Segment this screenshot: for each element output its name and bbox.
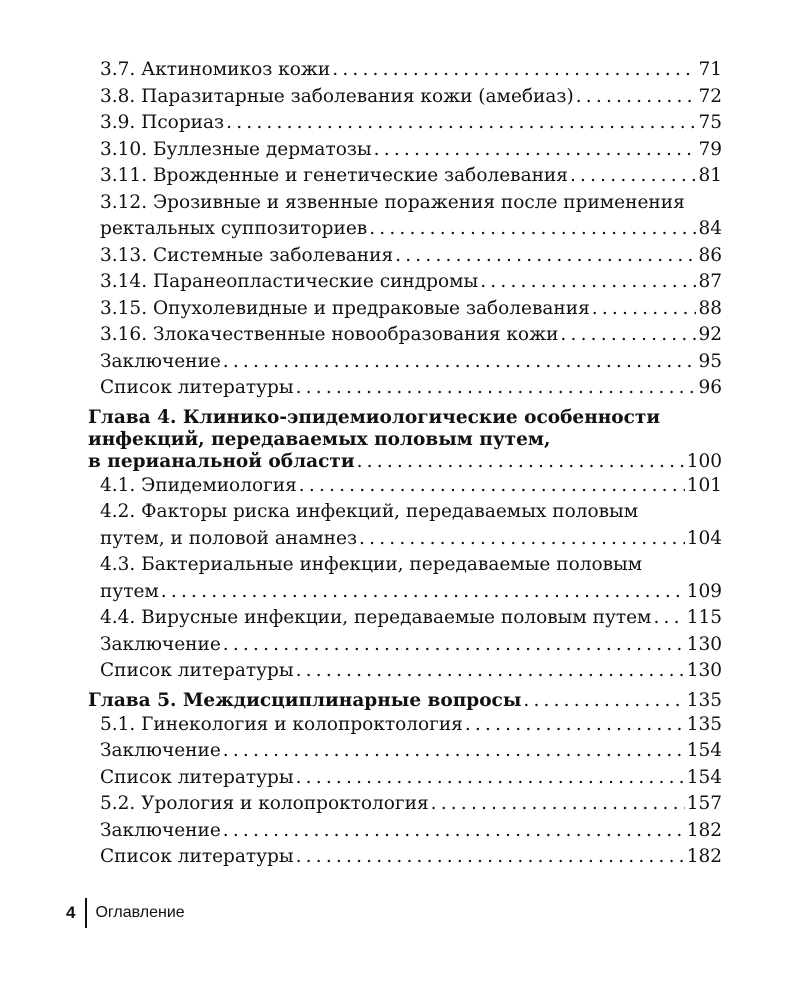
toc-page-number: 135 [686, 713, 722, 735]
toc-entry-line [100, 216, 722, 243]
toc-entry-line [100, 738, 722, 765]
toc-entry-line [100, 243, 722, 270]
toc-page-number: 96 [698, 377, 722, 398]
toc-entry-title: 4.1. Эпидемиология [100, 474, 297, 496]
dot-leader [359, 526, 685, 553]
toc-page-number: 157 [686, 793, 722, 814]
toc-entry-line [100, 322, 722, 349]
dot-leader [523, 690, 684, 712]
toc-entry-title-line: 4.2. Факторы риска инфекций, передаваемых половым [100, 501, 639, 522]
toc-entry[interactable] [100, 190, 722, 243]
toc-entry-title: Заключение [100, 633, 221, 655]
toc-entry[interactable] [100, 243, 722, 270]
toc-entry[interactable] [100, 163, 722, 190]
dot-leader [570, 163, 697, 190]
toc-entry[interactable] [100, 632, 722, 659]
toc-page-number: 100 [686, 450, 722, 472]
toc-entry-line [100, 579, 722, 606]
toc-entry-title: Список литературы [100, 377, 294, 398]
toc-entry-title-line: Глава 4. Клинико-эпидемиологические особенности [88, 406, 661, 428]
dot-leader [576, 84, 697, 111]
dot-leader [480, 269, 696, 296]
toc-entry-line [88, 451, 722, 473]
dot-leader [161, 579, 685, 606]
toc-chapter-entry[interactable] [88, 690, 722, 712]
toc-page-number: 101 [686, 474, 722, 496]
toc-entry[interactable] [100, 844, 722, 871]
dot-leader [223, 349, 697, 376]
toc-entry[interactable] [100, 322, 722, 349]
toc-entry-title: 4.4. Вирусные инфекции, передаваемые половым путем [100, 607, 652, 628]
toc-page-number: 86 [698, 244, 722, 266]
toc-page-number: 81 [698, 165, 722, 186]
toc-entry-title: ректальных суппозиториев [100, 218, 368, 239]
toc-entry-title: Глава 5. Междисциплинарные вопросы [88, 689, 522, 711]
toc-entry-title: 3.11. Врожденные и генетические заболевания [100, 165, 568, 186]
toc-entry-title: путем, и половой анамнез [100, 527, 358, 549]
toc-entry-line [100, 473, 722, 500]
toc-entry-title: 5.1. Гинекология и колопроктология [100, 713, 463, 735]
toc-entry-line [100, 844, 722, 871]
dot-leader [223, 818, 685, 845]
toc-entry-line [100, 349, 722, 376]
toc-entry[interactable] [100, 765, 722, 792]
toc-page-number: 79 [698, 138, 722, 160]
toc-entry[interactable] [100, 712, 722, 739]
dot-leader [332, 57, 696, 84]
dot-leader [299, 473, 685, 500]
toc-entry[interactable] [100, 473, 722, 500]
page-footer [66, 898, 185, 928]
toc-entry-title: Заключение [100, 350, 221, 372]
dot-leader [592, 296, 697, 323]
toc-entry-line [100, 84, 722, 111]
toc-page-number: 72 [698, 85, 722, 107]
toc-entry-line [100, 57, 722, 84]
toc-page-number: 88 [698, 297, 722, 319]
dot-leader [395, 243, 696, 270]
toc-entry-line [100, 269, 722, 296]
toc-entry-title: Заключение [100, 740, 221, 761]
page-number: 4 [66, 903, 76, 922]
toc-entry-title: Список литературы [100, 766, 294, 788]
toc-entry[interactable] [100, 818, 722, 845]
dot-leader [226, 110, 696, 137]
toc-entry[interactable] [100, 375, 722, 402]
toc-entry-title: 3.13. Системные заболевания [100, 244, 394, 266]
toc-entry-title: Заключение [100, 819, 221, 841]
toc-page-number: 75 [698, 112, 722, 133]
toc-entry-line [100, 110, 722, 137]
toc-page-number: 109 [686, 580, 722, 602]
toc-entry[interactable] [100, 349, 722, 376]
toc-entry-title: 3.14. Паранеопластические синдромы [100, 271, 479, 292]
toc-chapter-entry[interactable] [88, 407, 722, 473]
toc-entry-line [100, 632, 722, 659]
toc-page-number: 182 [686, 846, 722, 867]
toc-entry-title: 3.7. Актиномикоз кожи [100, 59, 331, 80]
dot-leader [653, 605, 684, 632]
toc-entry-line [100, 526, 722, 553]
toc-entry-title: 5.2. Урология и колопроктология [100, 793, 429, 814]
toc-page-number: 95 [698, 350, 722, 372]
toc-page-number: 92 [698, 324, 722, 345]
toc-entry-line [100, 375, 722, 402]
toc-entry[interactable] [100, 605, 722, 632]
toc-page-number: 154 [686, 740, 722, 761]
dot-leader [296, 765, 685, 792]
toc-page-number: 115 [686, 607, 722, 628]
toc-entry-title: 3.8. Паразитарные заболевания кожи (амебиаз) [100, 85, 574, 107]
toc-entry[interactable] [100, 269, 722, 296]
toc-entry-line [100, 765, 722, 792]
toc-entry-title: Список литературы [100, 660, 294, 681]
toc-entry[interactable] [100, 110, 722, 137]
dot-leader [357, 451, 685, 473]
toc-page-number: 87 [698, 271, 722, 292]
toc-entry-title: Список литературы [100, 846, 294, 867]
running-header-title: Оглавление [95, 904, 185, 921]
toc-page-number: 135 [686, 689, 722, 711]
toc-entry-line [100, 791, 722, 818]
toc-entry-line [100, 296, 722, 323]
dot-leader [465, 712, 685, 739]
dot-leader [431, 791, 685, 818]
toc-entry-line [88, 690, 722, 712]
dot-leader [374, 137, 697, 164]
toc-page-number: 104 [686, 527, 722, 549]
toc-page-number: 154 [686, 766, 722, 788]
toc-entry[interactable] [100, 499, 722, 552]
toc-entry-title: 3.15. Опухолевидные и предраковые заболевания [100, 297, 590, 319]
toc-entry-title: путем [100, 580, 159, 602]
dot-leader [296, 844, 685, 871]
dot-leader [296, 375, 697, 402]
toc-entry-line [100, 163, 722, 190]
dot-leader [223, 632, 685, 659]
toc-entry[interactable] [100, 791, 722, 818]
dot-leader [223, 738, 685, 765]
toc-entry-title-line: 3.12. Эрозивные и язвенные поражения после применения [100, 191, 685, 213]
table-of-contents [0, 57, 800, 871]
dot-leader [369, 216, 696, 243]
toc-page-number: 130 [686, 660, 722, 681]
toc-entry[interactable] [100, 738, 722, 765]
toc-page-number: 71 [698, 59, 722, 80]
toc-entry-line [100, 137, 722, 164]
dot-leader [560, 322, 696, 349]
toc-entry[interactable] [100, 84, 722, 111]
toc-entry[interactable] [100, 137, 722, 164]
toc-entry-line [100, 712, 722, 739]
toc-page-number: 130 [686, 633, 722, 655]
toc-entry-line [100, 818, 722, 845]
toc-entry[interactable] [100, 57, 722, 84]
toc-entry[interactable] [100, 658, 722, 685]
toc-entry-line [100, 605, 722, 632]
toc-page-number: 182 [686, 819, 722, 841]
footer-divider [85, 898, 87, 928]
toc-entry-title: 3.16. Злокачественные новообразования кожи [100, 324, 559, 345]
dot-leader [296, 658, 685, 685]
toc-entry-title-line: 4.3. Бактериальные инфекции, передаваемые половым [100, 554, 643, 575]
toc-entry-title: 3.10. Буллезные дерматозы [100, 138, 372, 160]
toc-entry-line [100, 658, 722, 685]
toc-entry[interactable] [100, 296, 722, 323]
toc-entry[interactable] [100, 552, 722, 605]
toc-entry-title: в перианальной области [88, 450, 355, 472]
toc-entry-title-line: инфекций, передаваемых половым путем, [88, 428, 551, 450]
toc-page-number: 84 [698, 218, 722, 239]
toc-entry-title: 3.9. Псориаз [100, 112, 225, 133]
